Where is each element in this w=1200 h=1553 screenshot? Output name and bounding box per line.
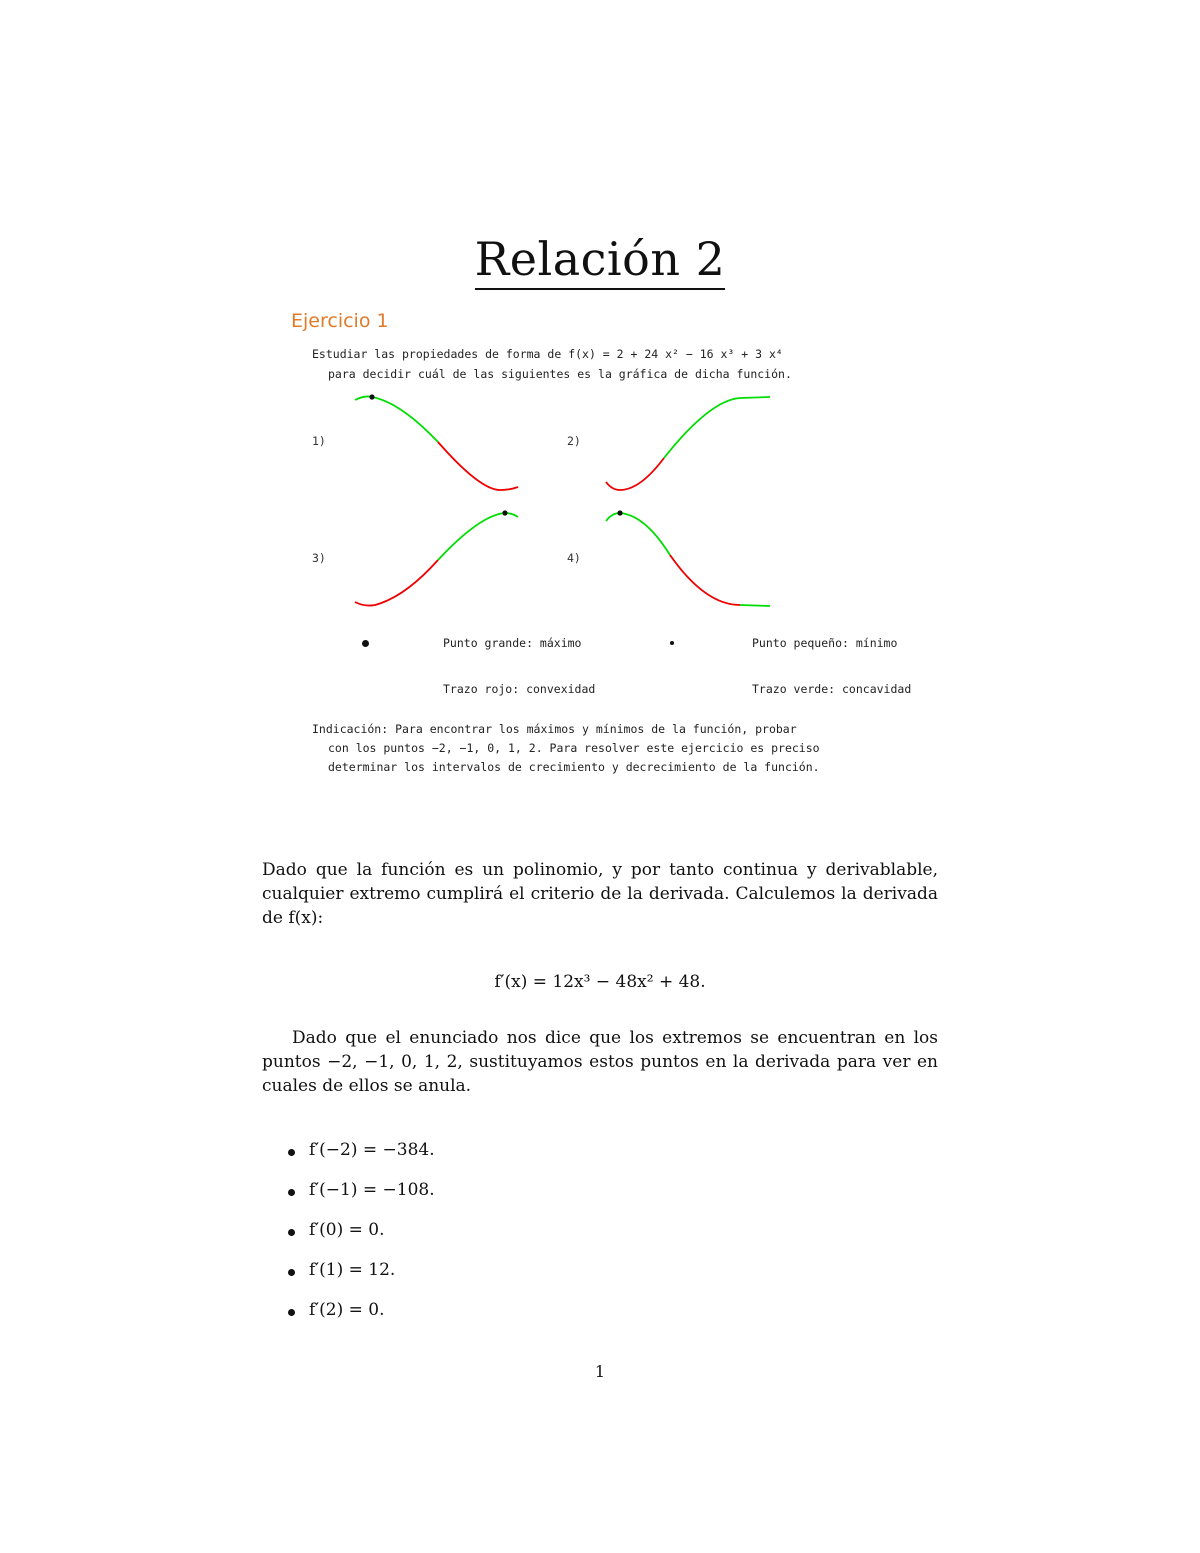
exercise-statement-line2: para decidir cuál de las siguientes es la gráfica de dicha función. [328,367,792,381]
hint-line-1: Indicación: Para encontrar los máximos y mínimos de la función, probar [312,722,797,736]
graph-label-1: 1) [312,434,326,448]
derivative-value: f′(2) = 0. [309,1300,385,1320]
graph-2-concave-segment [664,397,770,458]
graph-label-2: 2) [567,434,581,448]
legend-big-dot [362,640,369,647]
exercise-heading: Ejercicio 1 [291,310,389,332]
graph-2-convex-segment [606,458,664,490]
bullet-icon [288,1189,295,1196]
derivative-formula: f′(x) = 12x³ − 48x² + 48. [494,972,706,992]
legend-small-point-text: Punto pequeño: mínimo [752,636,898,650]
graph-1-convex-segment [438,442,518,490]
graph-label-4: 4) [567,551,581,565]
bullet-icon [288,1229,295,1236]
graph-3-convex-segment [355,560,438,606]
graph-4 [600,505,775,615]
legend-red-stroke-text: Trazo rojo: convexidad [443,682,596,696]
exercise-statement-line1 [312,344,783,364]
graph-3-concave-segment [438,513,518,560]
graph-3 [350,505,525,615]
page-number: 1 [594,1362,606,1381]
bullet-icon [288,1149,295,1156]
statement-prefix: Estudiar las propiedades de forma de [312,347,569,361]
bullet-icon [288,1309,295,1316]
graph-1-concave-segment [355,396,438,442]
graph-1-maximum-point [369,394,374,399]
list-item [288,1220,435,1260]
solution-paragraph-2: Dado que el enunciado nos dice que los extremos se encuentran en los puntos −2, −1, 0, 1, 2, sustituyamos estos puntos en la derivada para ver en cuales de ellos se anula. [262,1028,938,1096]
function-expression: f(x) = 2 + 24 x² − 16 x³ + 3 x⁴ [568,347,783,361]
derivative-value: f′(−2) = −384. [309,1140,435,1160]
legend-small-dot [670,641,674,645]
list-item [288,1180,435,1220]
graph-4-convex-segment [670,555,740,605]
derivative-value: f′(−1) = −108. [309,1180,435,1200]
derivative-value: f′(1) = 12. [309,1260,396,1280]
list-item [288,1300,435,1340]
derivative-values-list [288,1140,435,1340]
legend-big-point-text: Punto grande: máximo [443,636,582,650]
list-item [288,1260,435,1300]
graph-4-concave-segment [606,513,670,555]
graph-3-maximum-point [502,510,507,515]
legend-green-stroke-text: Trazo verde: concavidad [752,682,912,696]
graph-4-maximum-point [617,510,622,515]
hint-line-2: con los puntos −2, −1, 0, 1, 2. Para resolver este ejercicio es preciso [328,741,820,755]
list-item [288,1140,435,1180]
graph-2 [600,390,775,500]
graph-1 [350,390,525,500]
graph-4-tail-segment [740,605,770,606]
page-title: Relación 2 [0,232,1200,286]
graph-label-3: 3) [312,551,326,565]
solution-paragraph-1: Dado que la función es un polinomio, y por tanto continua y derivablable, cualquier extremo cumplirá el criterio de la derivada. Calculemos la derivada de f(x): [262,860,938,928]
bullet-icon [288,1269,295,1276]
hint-line-3: determinar los intervalos de crecimiento y decrecimiento de la función. [328,760,820,774]
derivative-value: f′(0) = 0. [309,1220,385,1240]
